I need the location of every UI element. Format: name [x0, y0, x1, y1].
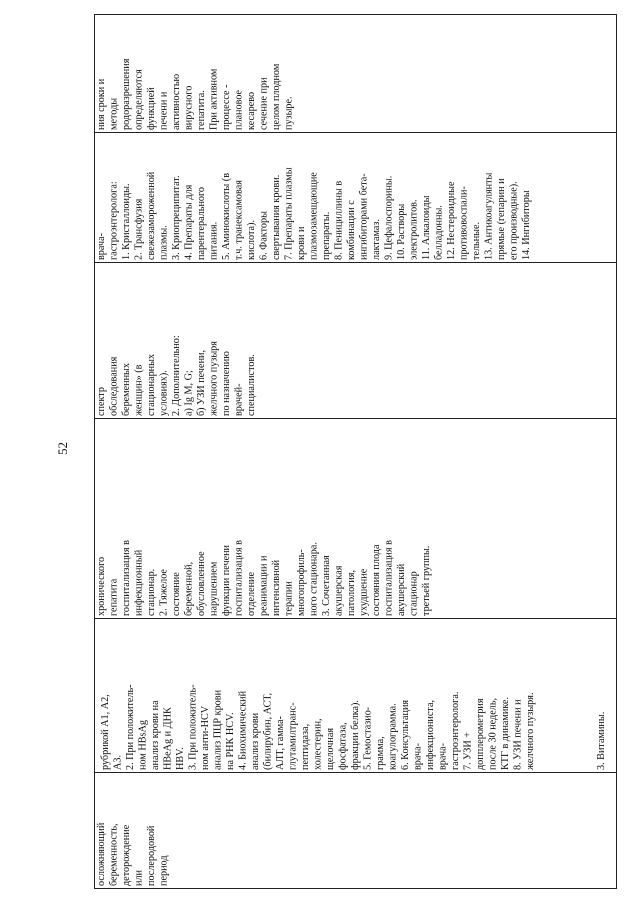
cell-vitamins: 3. Витамины.: [596, 711, 607, 770]
table-rule: [616, 14, 617, 889]
cell-delivery: ния сроки и методы родоразрешения определяются функцией печени и активностью вирусного гепатита. При активном процессе - плановое кесарево сечение при целом плодном пузыре.: [96, 58, 295, 130]
clinical-table: [94, 14, 617, 889]
cell-diagnostics: рубрикой А1, А2, А3. 2. При положитель- ном HBsAg анализ крови на HBeAg и ДНК HBV. 3. При положитель- ном анти-HCV анализ ПЦР крови на РНК HCV. 4. Биохимический анализ крови (билирубин, АСТ, АЛТ, гамма- глутамилтранс- пептидаза, холестерин, щелочная фосфатаза, фракции белка). 5. Гемостазио- грамма, коагулограмма. 6. Консультация врача- инфекциониста, врача- гастроэнтеролога. 7. УЗИ + допплерометрия после 30 недель, КТГ в динамике. 8. УЗИ печени и желчного пузыря.: [100, 684, 536, 770]
table-rule: [94, 888, 617, 889]
cell-hospitalization: хронического гепатита госпитализация в инфекционный стационар. 2. Тяжелое состояние беременной, обусловленное нарушением функции печени госпитализация в отделение реанимации и интенсивной терапии многопрофиль- ного стационара. 3. Сочетанная акушерская патология, ухудшение состояния плода госпитализация в акушерский стационар третьей группы.: [96, 540, 432, 616]
cell-stage: осложняющий беременность, деторождение или послеродовой период: [96, 822, 170, 886]
cell-exam-spectrum: спектр обследования беременных женщин» (в стационарных условиях). 2. Дополнительно: а) Ig M, G; б) УЗИ печени, желчного пузыря по назначению врачей- специалистов.: [96, 335, 257, 416]
page-number: 52: [55, 442, 70, 455]
cell-treatment: врача- гастроэнтеролога: 1. Кристаллоиды. 2. Трансфузия свежезамороженной плазмы. 3. Криопреципитат. 4. Препараты для парентерального питания. 5. Аминокислоты (в т.ч. транексамовая кислота). 6. Факторы свертывания крови. 7. Препараты плазмы крови и плазмозамещающие препараты. 8. Пенициллины в комбинации с ингибиторами бета- лактамаз. 9. Цефалоспорины. 10. Растворы электролитов. 11. Алкалоиды белладонны. 12. Нестероидные противовоспали- тельные. 13. Антикоагулянты прямые (гепарин и его производные). 14. Ингибиторы: [96, 167, 532, 260]
